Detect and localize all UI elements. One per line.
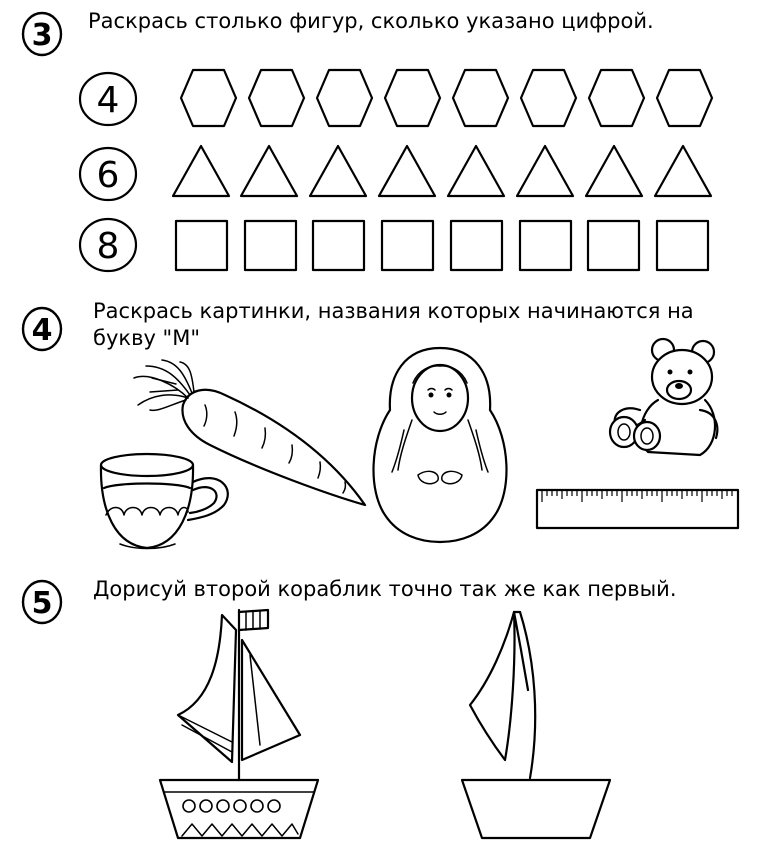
task-number: 4 <box>31 313 53 348</box>
task-instruction: Дорисуй второй кораблик точно так же как первый. <box>93 577 677 601</box>
count-number: 8 <box>96 226 120 267</box>
task-instruction: Раскрась столько фигур, сколько указано цифрой. <box>88 9 654 33</box>
task-instruction-line1: Раскрась картинки, названия которых начинаются на <box>93 299 694 323</box>
count-number: 4 <box>96 80 120 121</box>
task-number: 3 <box>31 18 53 53</box>
count-number: 6 <box>96 155 120 196</box>
task-instruction-line2: букву "М" <box>93 326 200 350</box>
task-number: 5 <box>31 586 53 621</box>
